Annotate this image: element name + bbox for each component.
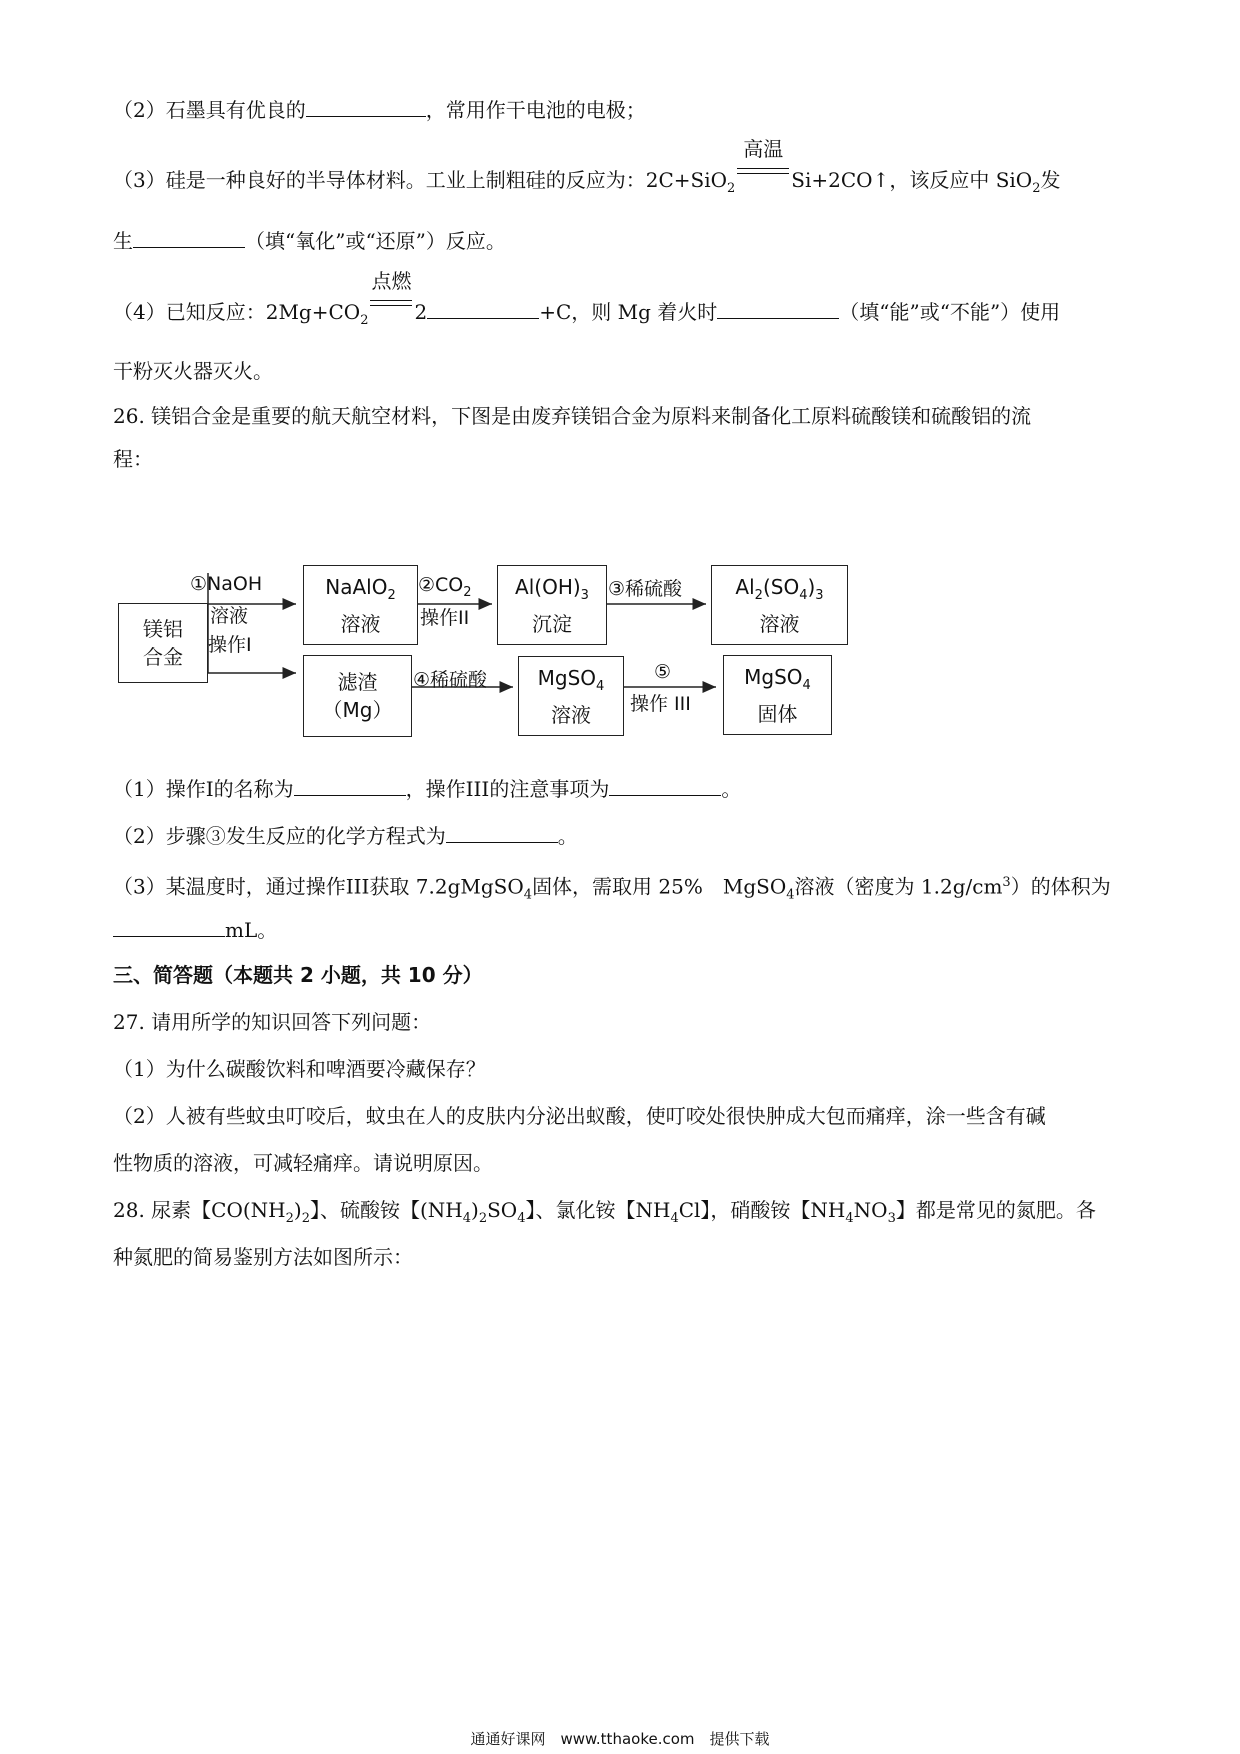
answer-blank[interactable]: [717, 298, 839, 319]
q26-sub1: （1）操作I的名称为 ，操作III的注意事项为 。: [113, 777, 742, 801]
step4-reagent: ④稀硫酸: [413, 669, 488, 691]
section-title: 三、简答题（本题共 2 小题，共 10 分）: [113, 963, 483, 987]
box-al2so43-solution: $Al_2(SO_4)_3$ 溶液: [711, 565, 848, 645]
box-naalo2-solution: NaAlO$_2$ 溶液: [303, 565, 418, 645]
step2-reagent: $②CO_2$: [418, 574, 472, 600]
box-mg-al-alloy: 镁铝 合金: [118, 603, 208, 683]
q25-sub3-cont: 生 （填“氧化”或“还原”）反应。: [113, 229, 506, 253]
q26-sub3-cont: mL。: [113, 916, 277, 944]
q27-sub2: （2）人被有些蚊虫叮咬后，蚊虫在人的皮肤内分泌出蚁酸，使叮咬处很快肿成大包而痛痒，涂一些含有碱: [113, 1104, 1046, 1128]
step3-reagent: ③稀硫酸: [608, 578, 683, 600]
reaction-condition: 点燃: [368, 291, 414, 319]
q26-sub3: （3）某温度时，通过操作III获取 7.2gMgSO$_4$固体，需取用 25% MgSO$_4$溶液（密度为 $1.2g/cm^3$）的体积为: [113, 874, 1111, 903]
answer-blank[interactable]: [133, 227, 245, 248]
box-residue-mg: 滤渣 （Mg）: [303, 655, 412, 737]
box-mgso4-solution: MgSO$_4$ 溶液: [518, 656, 624, 736]
step2-operation: 操作II: [420, 607, 470, 629]
q25-sub4-cont: 干粉灭火器灭火。: [113, 359, 273, 383]
step1-operation: 操作I: [208, 634, 252, 656]
step1-reagent: ①NaOH: [190, 573, 263, 595]
reaction-condition: 高温: [735, 159, 791, 187]
step1-reagent-state: 溶液: [210, 605, 249, 627]
answer-blank[interactable]: [113, 916, 225, 937]
q26-stem: 26. 镁铝合金是重要的航天航空材料，下图是由废弃镁铝合金为原料来制备化工原料硫酸镁和硫酸铝的流: [113, 404, 1032, 428]
q28-stem-cont: 种氮肥的简易鉴别方法如图所示：: [113, 1245, 413, 1269]
q25-sub2: （2）石墨具有优良的 ，常用作干电池的电极；: [113, 98, 646, 122]
answer-blank[interactable]: [306, 96, 426, 117]
box-mgso4-solid: MgSO$_4$ 固体: [723, 655, 832, 735]
q28-stem: 28. 尿素【$CO(NH_2)_2$】、硫酸铵【$(NH_4)_2SO_4$】、氯化铵【$NH_4Cl$】，硝酸铵【$NH_4NO_3$】都是常见的氮肥。各: [113, 1198, 1096, 1226]
answer-blank[interactable]: [609, 775, 721, 796]
step5-number: ⑤: [654, 661, 672, 683]
step5-operation: 操作 III: [630, 693, 691, 715]
answer-blank[interactable]: [446, 822, 558, 843]
page-footer: 通通好课网 www.tthaoke.com 提供下载: [470, 1730, 770, 1748]
answer-blank[interactable]: [294, 775, 406, 796]
answer-blank[interactable]: [427, 298, 539, 319]
q27-sub1: （1）为什么碳酸饮料和啤酒要冷藏保存？: [113, 1057, 486, 1081]
q25-sub4: （4）已知反应：$2Mg+CO_2$ 点燃 2 +C，则 Mg 着火时 （填“能”或“不能”）使用: [113, 269, 1061, 328]
q27-sub2-cont: 性物质的溶液，可减轻痛痒。请说明原因。: [113, 1151, 493, 1175]
q26-stem-cont: 程：: [113, 447, 153, 471]
q26-sub2: （2）步骤③发生反应的化学方程式为 。: [113, 824, 578, 848]
box-aloh3-precipitate: $Al(OH)_3$ 沉淀: [497, 565, 607, 645]
q25-sub3: （3）硅是一种良好的半导体材料。工业上制粗硅的反应为：2C+SiO$_2$ 高温 Si+2CO↑，该反应中 SiO$_2$发: [113, 137, 1061, 196]
q27-stem: 27. 请用所学的知识回答下列问题：: [113, 1010, 432, 1034]
